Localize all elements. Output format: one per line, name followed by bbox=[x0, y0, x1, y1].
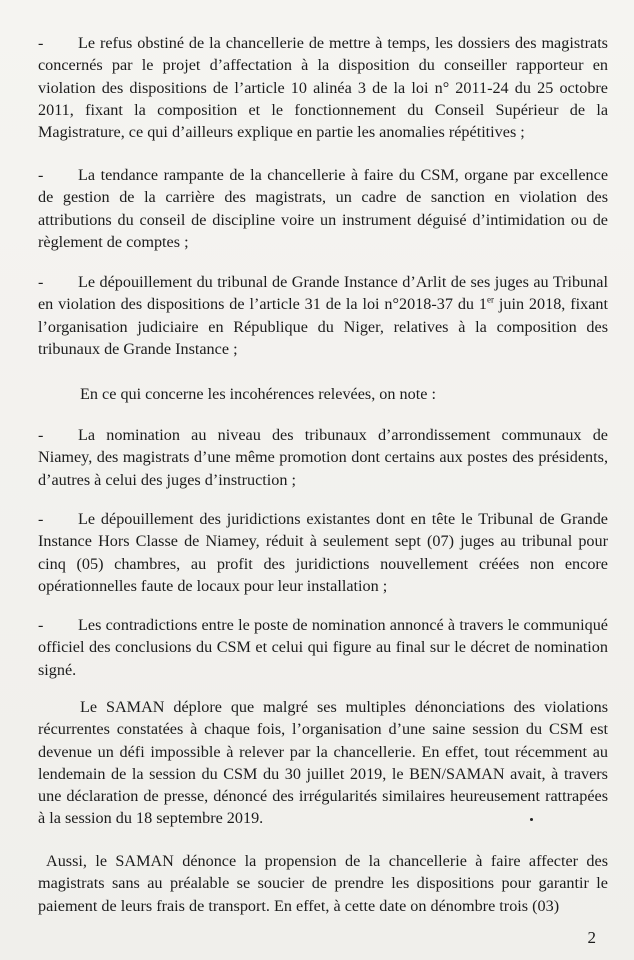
page-number: 2 bbox=[587, 928, 596, 947]
paragraph-text: Aussi, le SAMAN dénonce la propension de la chancellerie à faire affecter des magistrats sans au préalable se soucier de prendre les dispositions pour garantir le paiement de leurs frais de transport. En effet, à cette date on dénombre trois (03) bbox=[38, 852, 608, 915]
paragraph-text: Les contradictions entre le poste de nomination annoncé à travers le communiqué officiel des conclusions du CSM et celui qui figure au final sur le décret de nomination signé. bbox=[38, 616, 608, 679]
paragraph-contradictions bbox=[38, 614, 608, 681]
paragraph-text: En ce qui concerne les incohérences relevées, on note : bbox=[80, 385, 436, 403]
bullet-dash: - bbox=[38, 510, 44, 528]
paragraph-text: La nomination au niveau des tribunaux d’arrondissement communaux de Niamey, des magistrats d’une même promotion dont certains aux postes des présidents, d’autres à celui des juges d’instruction ; bbox=[38, 426, 608, 489]
paragraph-saman-deplore bbox=[38, 696, 608, 830]
paragraph-saman-denonce bbox=[38, 850, 608, 917]
bullet-dash: - bbox=[38, 34, 44, 52]
superscript: er bbox=[486, 294, 494, 305]
paragraph-arlit-depouillement bbox=[38, 271, 608, 360]
paragraph-text: La tendance rampante de la chancellerie à faire du CSM, organe par excellence de gestion de la carrière des magistrats, un cadre de sanction en violation des attributions du conseil de discipline voire un instrument déguisé d’intimidation ou de règlement de comptes ; bbox=[38, 166, 608, 251]
bullet-dash: - bbox=[38, 166, 44, 184]
paragraph-nomination-niamey bbox=[38, 424, 608, 491]
paragraph-text: Le SAMAN déplore que malgré ses multiples dénonciations des violations récurrentes constatées à chaque fois, l’organisation d’une saine session du CSM est devenue un défi impossible à relever par la chancellerie. En effet, tout récemment au lendemain de la session du CSM du 30 juillet 2019, le BEN/SAMAN avait, à travers une déclaration de presse, dénoncé des irrégularités similaires heureusement rattrapées à la session du 18 septembre 2019. bbox=[38, 698, 608, 828]
paragraph-incoherences-intro bbox=[38, 383, 608, 405]
bullet-dash: - bbox=[38, 273, 44, 291]
paragraph-text: Le refus obstiné de la chancellerie de mettre à temps, les dossiers des magistrats concernés par le projet d’affectation à la disposition du conseiller rapporteur en violation des dispositions de l’article 10 alinéa 3 de la loi n° 2011-24 du 25 octobre 2011, fixant la composition et le fonctionnement du Conseil Supérieur de la Magistrature, ce qui d’ailleurs explique en partie les anomalies répétitives ; bbox=[38, 34, 608, 142]
paragraph-text: Le dépouillement des juridictions existantes dont en tête le Tribunal de Grande Instance Hors Classe de Niamey, réduit à seulement sept (07) juges au tribunal pour cinq (05) chambres, au profit des juridictions nouvellement créées non encore opérationnelles faute de locaux pour leur installation ; bbox=[38, 510, 608, 595]
paragraph-text: Le dépouillement du tribunal de Grande Instance d’Arlit de ses juges au Tribunal en violation des dispositions de l’article 31 de la loi n°2018-37 du 1 bbox=[38, 273, 608, 314]
paragraph-csm-sanction bbox=[38, 164, 608, 253]
paragraph-tgi-depouillement bbox=[38, 508, 608, 597]
bullet-dash: - bbox=[38, 616, 44, 634]
bullet-dash: - bbox=[38, 426, 44, 444]
stray-mark bbox=[530, 818, 533, 821]
paragraph-chancellerie-refus bbox=[38, 32, 608, 143]
paragraph-text-cont: juin 2018, fixant l’organisation judiciaire en République du Niger, relatives à la composition des tribunaux de Grande Instance ; bbox=[38, 295, 608, 358]
